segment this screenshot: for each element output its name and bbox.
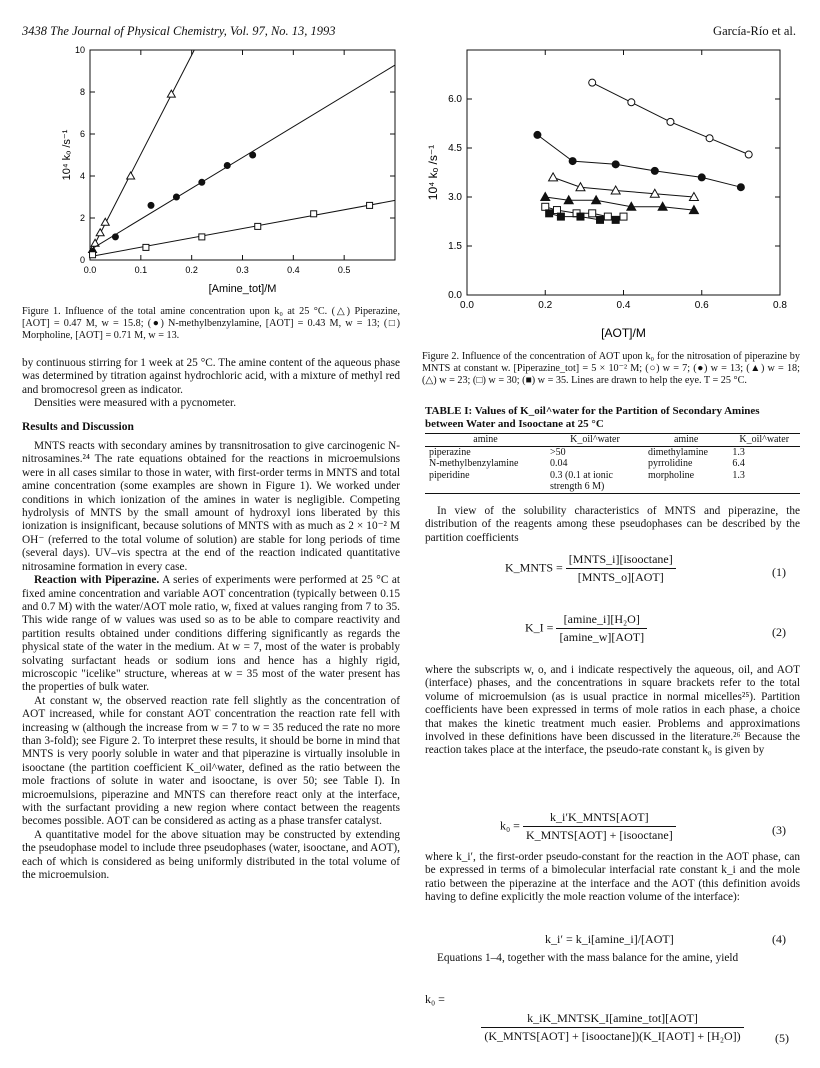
data-point-triangle <box>576 183 585 191</box>
table-1-grid <box>425 433 800 494</box>
data-point-circle <box>589 79 596 86</box>
equation-4: k_i′ = k_i[amine_i]/[AOT] <box>545 932 674 946</box>
data-point-circle <box>667 118 674 125</box>
right-para-2: where the subscripts w, o, and i indicate respectively the aqueous, oil, and AOT (interface) phases, and the concentrations in square brackets refer to the total volume of microemulsion (as is usual practice in normal micelles²⁵). Partition coefficients have been expressed in terms of mole ratios in each phase, a choice that makes the kinetic treatment much easier. Problems and approximations involved in these definitions have been discussed in the literature.²⁶ Because the reaction takes place at the interface, the pseudo-rate constant k₀ is given by <box>425 664 800 757</box>
paragraph-2 <box>22 574 400 695</box>
eq3-lhs: k₀ = <box>500 818 520 833</box>
data-point-triangle <box>541 193 550 201</box>
x-tick-label: 0.0 <box>83 265 97 275</box>
figure-1-caption: Figure 1. Influence of the total amine concentration upon k₀ at 25 °C. (△) Piperazine, [AOT] = 0.47 M, w = 15.8; (●) N-methylbenzylamine, [AOT] = 0.43 M, w = 13; (□) Morpholine, [AOT] = 0.71 M, w = 13. <box>22 306 400 341</box>
series-line <box>90 65 395 250</box>
data-point-square <box>199 234 205 240</box>
data-point-circle <box>173 194 179 200</box>
equation-5 <box>425 992 800 1044</box>
eq5-number: (5) <box>775 1031 789 1045</box>
eq1-lhs: K_MNTS = <box>505 560 563 575</box>
data-point-circle <box>745 151 752 158</box>
right-para-4: Equations 1–4, together with the mass balance for the amine, yield <box>437 952 739 964</box>
x-tick-label: 0.8 <box>773 300 787 311</box>
running-header-left: 3438 The Journal of Physical Chemistry, Vol. 97, No. 13, 1993 <box>22 24 336 38</box>
figure-2-chart <box>425 45 800 350</box>
data-point-triangle <box>167 90 175 97</box>
equation-2 <box>525 612 647 645</box>
data-point-square <box>612 216 619 223</box>
plot-frame <box>467 50 780 295</box>
table-header-cell: K_oil^water <box>739 434 790 445</box>
data-point-circle <box>612 161 619 168</box>
y-tick-label: 1.5 <box>448 241 462 252</box>
x-tick-label: 0.3 <box>236 265 249 275</box>
x-tick-label: 0.2 <box>185 265 198 275</box>
y-axis-label: 10⁴ kₒ /s⁻¹ <box>61 129 73 181</box>
y-tick-label: 4.5 <box>448 143 462 154</box>
table-cell: pyrrolidine <box>647 458 693 469</box>
right-para-3: where k_i′, the first-order pseudo-constant for the reaction in the AOT phase, can be expressed in terms of a bimolecular interfacial rate constant k_i and the mole ratio between the piperazine at the interface and the AOT (this definition avoids having to define explicitly the mole reaction volume of the interface): <box>425 851 800 904</box>
figure-2-caption: Figure 2. Influence of the concentration of AOT upon k₀ for the nitrosation of piperazine by MNTS at constant w. [Piperazine_tot] = 5 × 10⁻² M; (○) w = 7; (●) w = 13; (▲) w = 18; (△) w = 23; (□) w = 30; (■) w = 35. Lines are drawn to help the eye. T = 25 °C. <box>422 351 800 386</box>
series-line <box>553 177 694 197</box>
series-line <box>90 200 395 256</box>
data-point-circle <box>628 99 635 106</box>
data-point-triangle <box>96 229 104 236</box>
data-point-square <box>311 211 317 217</box>
y-tick-label: 8 <box>79 87 85 97</box>
eq3-denominator: K_MNTS[AOT] + [isooctane] <box>525 828 673 842</box>
data-point-triangle <box>549 173 558 181</box>
eq2-lhs: K_I = <box>525 620 554 635</box>
data-point-circle <box>250 152 256 158</box>
table-cell: >50 <box>549 446 566 458</box>
eq2-denominator: [amine_w][AOT] <box>559 630 645 644</box>
eq1-number: (1) <box>772 565 786 579</box>
figure-1-chart <box>60 45 405 300</box>
paragraph-4: A quantitative model for the above situation may be constructed by extending the pseudophase model to include three pseudophases (water, isooctane, and AOT), each of which is considered as being uniformly distributed in the total volume of the microemulsion. <box>22 828 400 882</box>
data-point-square <box>557 213 564 220</box>
data-point-square <box>577 213 584 220</box>
table-header-cell: amine <box>673 434 699 445</box>
y-tick-label: 6 <box>79 129 85 139</box>
data-point-triangle <box>101 218 109 225</box>
table-cell: piperidine <box>429 469 470 481</box>
eq2-numerator: [amine_i][H₂O] <box>556 612 647 629</box>
data-point-square <box>604 213 611 220</box>
y-tick-label: 4 <box>79 171 85 181</box>
data-point-circle <box>698 174 705 181</box>
table-cell: 6.4 <box>732 458 745 469</box>
data-point-circle <box>569 158 576 165</box>
table-cell: 0.3 (0.1 at ionic strength 6 M) <box>549 469 613 492</box>
equation-3 <box>500 810 676 843</box>
table-row <box>425 470 800 494</box>
data-point-square <box>90 252 96 258</box>
table-row <box>425 458 800 470</box>
y-tick-label: 0 <box>79 255 85 265</box>
table-cell: 0.04 <box>549 458 568 469</box>
paragraph-2-lead: Reaction with Piperazine. <box>34 574 160 587</box>
data-point-square <box>143 244 149 250</box>
x-tick-label: 0.5 <box>337 265 351 275</box>
paragraph-3: At constant w, the observed reaction rate fell slightly as the concentration of AOT increased, while for constant AOT concentration the reaction rate fell with increasing w (although the increase from w = 7 to w = 35 reduced the rate no more than 3-fold); see Figure 2. To interpret these results, it should be borne in mind that MNTS is very poorly soluble in water and that piperazine is virtually insoluble in isooctane (the partition coefficient K_oil^water, defined as the ratio between the mole fractions of solute in water and isooctane, is over 50; see Table I). In microemulsions, piperazine and MNTS can therefore react only at the interface, with the surfactant providing a new region where contact between the reagents becomes possible. AOT can be considered as acting as a phase transfer catalyst. <box>22 694 400 828</box>
eq3-number: (3) <box>772 823 786 837</box>
table-header-cell: K_oil^water <box>570 434 620 445</box>
y-tick-label: 10 <box>74 45 85 55</box>
table-cell: N-methylbenzylamine <box>429 458 519 469</box>
data-point-triangle <box>127 172 135 179</box>
y-tick-label: 2 <box>79 213 85 223</box>
running-header-right: García-Río et al. <box>713 24 796 38</box>
data-point-circle <box>534 131 541 138</box>
data-point-circle <box>199 179 205 185</box>
table-cell: piperazine <box>429 446 471 458</box>
data-point-square <box>546 210 553 217</box>
section-heading: Results and Discussion <box>22 420 134 433</box>
methods-paragraph: by continuous stirring for 1 week at 25 °C. The amine content of the aqueous phase was determined by titration against hydrochloric acid, with a mixture of methyl red and bromocresol green as indicator. <box>22 357 400 396</box>
series-line <box>537 135 741 187</box>
data-point-square <box>553 207 560 214</box>
eq1-numerator: [MNTS_i][isooctane] <box>566 552 676 569</box>
density-paragraph: Densities were measured with a pycnometer. <box>34 397 237 410</box>
eq1-denominator: [MNTS_o][AOT] <box>577 570 664 584</box>
eq3-numerator: k_i′K_MNTS[AOT] <box>523 810 676 827</box>
x-tick-label: 0.4 <box>287 265 300 275</box>
left-column <box>22 357 400 882</box>
data-point-square <box>620 213 627 220</box>
x-tick-label: 0.0 <box>460 300 474 311</box>
table-1-title: TABLE I: Values of K_oil^water for the Partition of Secondary Amines between Water and Isooctane at 25 °C <box>425 405 760 430</box>
data-point-circle <box>148 202 154 208</box>
table-cell: dimethylamine <box>647 446 708 458</box>
y-tick-label: 3.0 <box>448 192 462 203</box>
table-1 <box>425 405 800 494</box>
x-axis-label: [AOT]/M <box>601 326 646 340</box>
table-cell: 1.3 <box>732 446 745 458</box>
paragraph-1: MNTS reacts with secondary amines by transnitrosation to give carcinogenic N-nitrosamines.²⁴ The rate equations obtained for the reactions in microemulsions were in all cases similar to those in water, with first-order terms in MNTS and total amine concentration (some examples are shown in Figure 1). We worked under conditions in which ionization of the amines in water is negligible. Competing hydrolysis of MNTS by the small amount of hydroxyl ions liberated by this ionization is insignificant, because solutions of MNTS with as much as 2 × 10⁻² M OH⁻ (referred to the total volume of solution) are stable for long periods of time (several days). UV–vis spectra at the end of the reaction indicated quantitative nitrosamine formation in every case. <box>22 440 400 573</box>
eq2-number: (2) <box>772 625 786 639</box>
right-para-1: In view of the solubility characteristics of MNTS and piperazine, the distribution of the reagents among these pseudophases can be described by the partition coefficients <box>425 505 800 544</box>
table-cell: 1.3 <box>732 469 745 481</box>
eq5-numerator: k_iK_MNTSK_I[amine_tot][AOT] <box>481 1011 743 1028</box>
x-tick-label: 0.4 <box>616 300 631 311</box>
y-tick-label: 0.0 <box>448 290 462 301</box>
data-point-circle <box>224 163 230 169</box>
data-point-square <box>597 216 604 223</box>
eq5-lhs: k₀ = <box>425 992 445 1006</box>
data-point-circle <box>651 167 658 174</box>
equation-1 <box>505 552 676 585</box>
data-point-square <box>589 210 596 217</box>
y-axis-label: 10⁴ kₒ /s⁻¹ <box>426 144 440 201</box>
table-row <box>425 446 800 458</box>
data-point-square <box>542 203 549 210</box>
eq4-number: (4) <box>772 932 786 946</box>
data-point-circle <box>706 135 713 142</box>
x-tick-label: 0.1 <box>134 265 148 275</box>
x-axis-label: [Amine_tot]/M <box>208 283 277 295</box>
x-tick-label: 0.2 <box>538 300 553 311</box>
table-header-cell: amine <box>473 434 498 445</box>
data-point-circle <box>737 184 744 191</box>
paragraph-2-body: A series of experiments were performed at 25 °C at fixed amine concentration and variable AOT concentration (typically between 0.15 and 0.7 M) with the water/AOT mole ratio, w, fixed at values ranging from 7 to 35. This wide range of w values was used so as to be able to compare reactivity and partition results obtained under conditions differing significantly as regards the physical state of the water in the medium. At w = 7, most of the water is probably solvating surfactant heads or sodium ions and hence has a highly rigid, microscopic "icelike" structure, whereas at w = 35 most of the water present has the properties of bulk water. <box>22 574 400 694</box>
eq5-denominator: (K_MNTS[AOT] + [isooctane])(K_I[AOT] + [H₂O]) <box>484 1029 741 1043</box>
data-point-square <box>255 223 261 229</box>
table-cell: morpholine <box>647 469 695 481</box>
data-point-circle <box>112 234 118 240</box>
x-tick-label: 0.6 <box>694 300 709 311</box>
data-point-triangle <box>592 196 601 204</box>
y-tick-label: 6.0 <box>448 94 462 105</box>
data-point-square <box>367 202 373 208</box>
